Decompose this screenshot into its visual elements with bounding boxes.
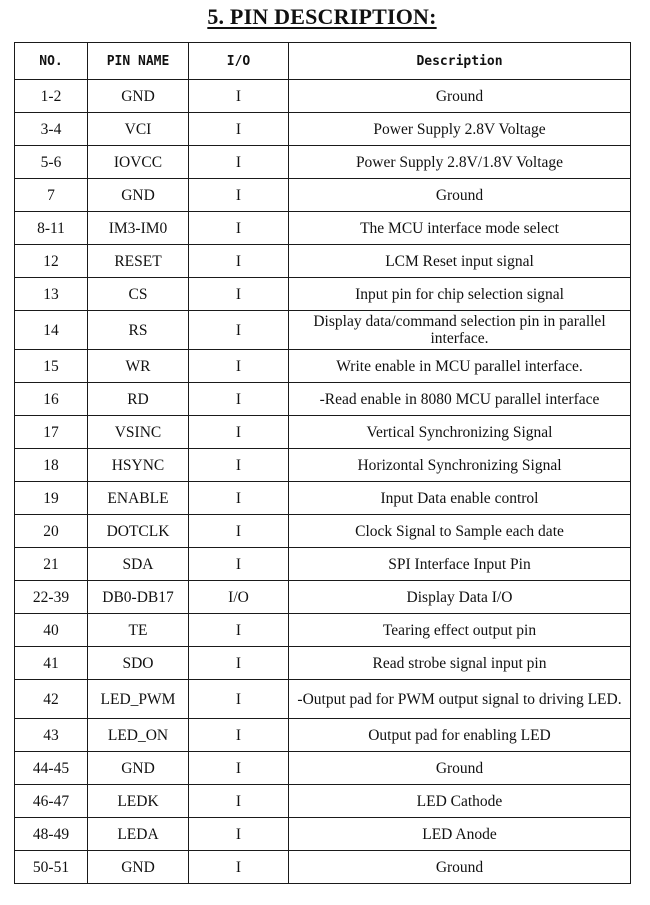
pin-io-cell: I [189, 212, 289, 245]
table-row [15, 383, 631, 416]
pin-description-table [14, 42, 631, 884]
header-pin-name: PIN NAME [88, 43, 189, 80]
pin-name-cell: LEDA [88, 818, 189, 851]
pin-io-cell: I [189, 647, 289, 680]
pin-number-cell: 44-45 [15, 752, 88, 785]
pin-io-cell: I [189, 785, 289, 818]
pin-name-cell: DOTCLK [88, 515, 189, 548]
pin-io-cell: I [189, 548, 289, 581]
pin-number-cell: 18 [15, 449, 88, 482]
pin-io-cell: I [189, 614, 289, 647]
pin-description-cell: Ground [289, 851, 631, 884]
table-row [15, 818, 631, 851]
pin-io-cell: I [189, 113, 289, 146]
pin-io-cell: I [189, 680, 289, 719]
pin-number-cell: 46-47 [15, 785, 88, 818]
pin-name-cell: GND [88, 851, 189, 884]
table-row [15, 416, 631, 449]
pin-description-cell: LED Anode [289, 818, 631, 851]
table-row [15, 146, 631, 179]
pin-io-cell: I [189, 245, 289, 278]
pin-description-cell: Read strobe signal input pin [289, 647, 631, 680]
pin-name-cell: GND [88, 80, 189, 113]
pin-io-cell: I [189, 383, 289, 416]
pin-name-cell: LED_PWM [88, 680, 189, 719]
pin-number-cell: 13 [15, 278, 88, 311]
pin-number-cell: 8-11 [15, 212, 88, 245]
pin-name-cell: RS [88, 311, 189, 350]
table-row [15, 614, 631, 647]
pin-name-cell: IM3-IM0 [88, 212, 189, 245]
section-title-text: 5. PIN DESCRIPTION: [207, 4, 437, 29]
pin-io-cell: I [189, 449, 289, 482]
pin-name-cell: WR [88, 350, 189, 383]
pin-number-cell: 21 [15, 548, 88, 581]
header-io: I/O [189, 43, 289, 80]
pin-number-cell: 15 [15, 350, 88, 383]
pin-description-cell: Horizontal Synchronizing Signal [289, 449, 631, 482]
pin-description-cell: Tearing effect output pin [289, 614, 631, 647]
pin-io-cell: I [189, 311, 289, 350]
pin-number-cell: 40 [15, 614, 88, 647]
pin-name-cell: LEDK [88, 785, 189, 818]
pin-description-cell: LED Cathode [289, 785, 631, 818]
table-row [15, 851, 631, 884]
table-row [15, 581, 631, 614]
pin-io-cell: I [189, 818, 289, 851]
pin-name-cell: RD [88, 383, 189, 416]
pin-description-cell: Display Data I/O [289, 581, 631, 614]
pin-io-cell: I [189, 851, 289, 884]
pin-number-cell: 48-49 [15, 818, 88, 851]
pin-number-cell: 1-2 [15, 80, 88, 113]
pin-io-cell: I [189, 278, 289, 311]
pin-number-cell: 12 [15, 245, 88, 278]
pin-description-cell: Input pin for chip selection signal [289, 278, 631, 311]
section-title [0, 4, 644, 30]
pin-name-cell: CS [88, 278, 189, 311]
table-row [15, 245, 631, 278]
pin-io-cell: I [189, 179, 289, 212]
pin-number-cell: 3-4 [15, 113, 88, 146]
pin-number-cell: 7 [15, 179, 88, 212]
pin-description-cell: Display data/command selection pin in parallel interface. [289, 311, 631, 350]
pin-name-cell: HSYNC [88, 449, 189, 482]
pin-io-cell: I [189, 146, 289, 179]
pin-name-cell: SDO [88, 647, 189, 680]
pin-description-cell: Ground [289, 752, 631, 785]
table-row [15, 113, 631, 146]
pin-description-cell: SPI Interface Input Pin [289, 548, 631, 581]
pin-io-cell: I [189, 350, 289, 383]
table-row [15, 647, 631, 680]
pin-description-cell: -Read enable in 8080 MCU parallel interface [289, 383, 631, 416]
pin-name-cell: RESET [88, 245, 189, 278]
pin-io-cell: I [189, 80, 289, 113]
table-row [15, 80, 631, 113]
pin-name-cell: GND [88, 179, 189, 212]
table-row [15, 350, 631, 383]
table-row [15, 278, 631, 311]
table-row [15, 785, 631, 818]
pin-number-cell: 50-51 [15, 851, 88, 884]
pin-number-cell: 17 [15, 416, 88, 449]
pin-description-cell: Power Supply 2.8V/1.8V Voltage [289, 146, 631, 179]
table-row [15, 680, 631, 719]
table-header-row [15, 43, 631, 80]
pin-description-cell: Input Data enable control [289, 482, 631, 515]
pin-name-cell: VSINC [88, 416, 189, 449]
pin-number-cell: 5-6 [15, 146, 88, 179]
pin-number-cell: 14 [15, 311, 88, 350]
header-no: NO. [15, 43, 88, 80]
pin-name-cell: GND [88, 752, 189, 785]
table-row [15, 311, 631, 350]
pin-name-cell: ENABLE [88, 482, 189, 515]
pin-description-cell: -Output pad for PWM output signal to driving LED. [289, 680, 631, 719]
table-row [15, 719, 631, 752]
pin-description-cell: Vertical Synchronizing Signal [289, 416, 631, 449]
pin-io-cell: I [189, 416, 289, 449]
pin-io-cell: I/O [189, 581, 289, 614]
table-row [15, 548, 631, 581]
table-row [15, 449, 631, 482]
header-description: Description [289, 43, 631, 80]
pin-io-cell: I [189, 719, 289, 752]
pin-number-cell: 16 [15, 383, 88, 416]
pin-description-cell: LCM Reset input signal [289, 245, 631, 278]
pin-description-cell: Power Supply 2.8V Voltage [289, 113, 631, 146]
pin-name-cell: IOVCC [88, 146, 189, 179]
pin-name-cell: DB0-DB17 [88, 581, 189, 614]
pin-io-cell: I [189, 515, 289, 548]
table-row [15, 212, 631, 245]
table-row [15, 752, 631, 785]
pin-number-cell: 19 [15, 482, 88, 515]
pin-io-cell: I [189, 752, 289, 785]
pin-name-cell: TE [88, 614, 189, 647]
pin-name-cell: LED_ON [88, 719, 189, 752]
table-row [15, 179, 631, 212]
table-row [15, 482, 631, 515]
table-body [15, 80, 631, 884]
pin-description-cell: Ground [289, 179, 631, 212]
pin-number-cell: 20 [15, 515, 88, 548]
pin-description-cell: Ground [289, 80, 631, 113]
pin-name-cell: SDA [88, 548, 189, 581]
pin-description-cell: Output pad for enabling LED [289, 719, 631, 752]
pin-number-cell: 42 [15, 680, 88, 719]
pin-io-cell: I [189, 482, 289, 515]
pin-number-cell: 22-39 [15, 581, 88, 614]
pin-description-cell: Write enable in MCU parallel interface. [289, 350, 631, 383]
pin-description-cell: The MCU interface mode select [289, 212, 631, 245]
pin-description-cell: Clock Signal to Sample each date [289, 515, 631, 548]
table-row [15, 515, 631, 548]
pin-number-cell: 43 [15, 719, 88, 752]
pin-name-cell: VCI [88, 113, 189, 146]
pin-number-cell: 41 [15, 647, 88, 680]
